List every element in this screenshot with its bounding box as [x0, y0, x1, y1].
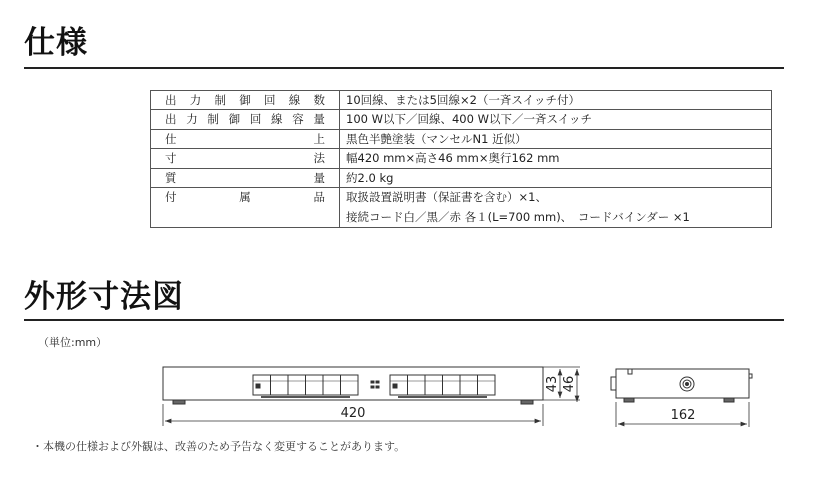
- spec-label-char: 仕: [165, 131, 177, 146]
- side-panel-outline: [616, 369, 749, 398]
- spec-label-char: 量: [313, 170, 325, 185]
- front-foot-left: [173, 400, 185, 404]
- spec-label-char: 質: [165, 170, 177, 185]
- front-view: [163, 367, 543, 404]
- spec-label-char: 制: [207, 112, 219, 127]
- side-front-knob: [611, 377, 616, 390]
- rocker-switch: [341, 375, 359, 395]
- side-rear-tab: [749, 374, 752, 378]
- spec-label-char: 法: [313, 151, 325, 166]
- switch-block-right: [390, 375, 495, 397]
- spec-section-title: 仕様: [24, 25, 88, 61]
- spec-label-char: 出: [165, 93, 177, 107]
- rocker-switch: [323, 375, 341, 395]
- spec-label-char: 回: [249, 112, 262, 127]
- spec-value: 黒色半艶塗装（マンセルN1 近似）: [340, 129, 772, 148]
- spec-label-char: 寸: [165, 151, 177, 166]
- width-dimension-label: 420: [340, 406, 366, 421]
- spec-label-char: 上: [313, 131, 325, 146]
- spec-label-char: 品: [313, 189, 325, 204]
- switch-block-left: [253, 375, 358, 397]
- rocker-switch: [443, 375, 461, 395]
- rocker-switch: [306, 375, 324, 395]
- master-switch-indicator: [256, 384, 260, 388]
- dimension-section-title: 外形寸法図: [24, 279, 184, 315]
- side-view: [611, 369, 752, 402]
- depth-dimension-label: 162: [670, 408, 696, 423]
- spec-label-char: 出: [165, 112, 177, 127]
- spec-value: 100 W以下／回線、400 W以下／一斉スイッチ: [340, 110, 772, 129]
- master-switch-indicator: [393, 384, 397, 388]
- spec-label-char: 属: [239, 189, 251, 204]
- rocker-switch: [460, 375, 478, 395]
- spec-label-char: 制: [214, 93, 226, 107]
- side-foot-front: [624, 398, 634, 402]
- spec-label-char: 線: [271, 112, 283, 127]
- height-dimension-label-43: 43: [545, 375, 560, 393]
- spec-value-line2: 接続コード白／黒／赤 各１(L=700 mm)、 コードバインダー ×1: [346, 210, 690, 225]
- spec-value: 10回線、または5回線×2（一斉スイッチ付）: [340, 91, 772, 110]
- spec-label-char: 数: [313, 93, 325, 107]
- spec-label-char: 線: [288, 93, 301, 107]
- spec-label-char: 付: [165, 189, 177, 204]
- spec-label-char: 御: [239, 93, 251, 107]
- spec-value: 取扱設置説明書（保証書を含む）×1、: [346, 189, 547, 204]
- spec-value: 幅420 mm×高さ46 mm×奥行162 mm: [340, 149, 772, 168]
- front-foot-right: [521, 400, 533, 404]
- rocker-switch: [478, 375, 496, 395]
- rocker-switch: [408, 375, 426, 395]
- spec-label-char: 量: [313, 112, 325, 127]
- spec-value: 約2.0 kg: [340, 168, 772, 187]
- rocker-switch: [288, 375, 306, 395]
- spec-label-char: 容: [292, 112, 304, 127]
- side-foot-rear: [724, 398, 734, 402]
- height-dimension-label-46: 46: [562, 375, 577, 393]
- spec-label-char: 御: [228, 112, 241, 127]
- spec-label-char: 力: [186, 112, 198, 127]
- rocker-switch: [271, 375, 289, 395]
- spec-label-char: 力: [189, 93, 202, 107]
- spec-label-char: 回: [264, 93, 276, 107]
- unit-note: （単位:mm）: [38, 336, 108, 349]
- rocker-switch: [425, 375, 443, 395]
- footnote: ・本機の仕様および外観は、改善のため予告なく変更することがあります。: [32, 440, 406, 453]
- connector-pin-icon: [686, 383, 689, 386]
